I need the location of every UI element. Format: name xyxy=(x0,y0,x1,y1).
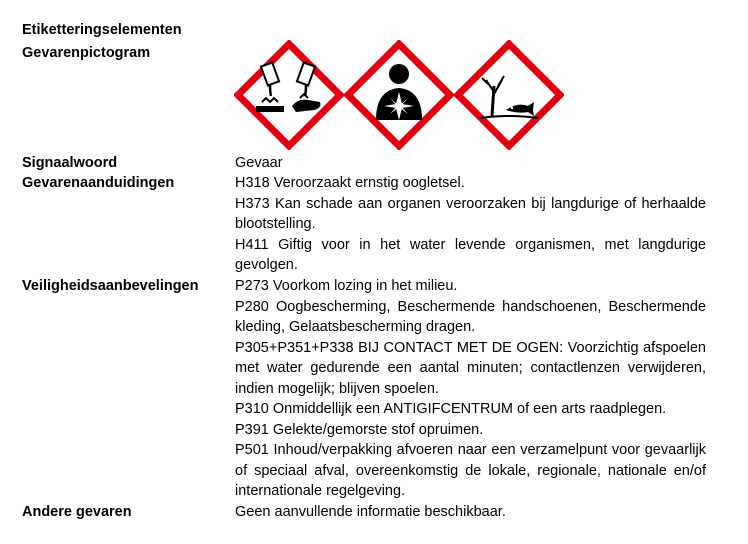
precautionary-statement: P280 Oogbescherming, Beschermende handschoenen, Beschermende kleding, Gelaatsbescherming dragen. xyxy=(235,298,706,335)
hazard-statement: H373 Kan schade aan organen veroorzaken bij langdurige of herhaalde blootstelling. xyxy=(235,195,706,232)
hazard-statement: H318 Veroorzaakt ernstig oogletsel. xyxy=(235,175,465,191)
hazard-statements-list xyxy=(235,173,706,276)
pictogram-heading: Gevarenpictogram xyxy=(22,45,151,61)
precautionary-statement: P391 Gelekte/gemorste stof opruimen. xyxy=(235,421,484,438)
hazard-pictograms xyxy=(234,40,564,150)
health-hazard-icon xyxy=(344,40,454,150)
signal-word-value: Gevaar xyxy=(235,155,283,171)
precautionary-statement: P501 Inhoud/verpakking afvoeren naar een verzamelpunt voor gevaarlijk of speciaal afval, overeenkomstig de lokale, regionale, nationale en/of internationale regelgeving. xyxy=(235,442,706,499)
precautionary-statement: P273 Voorkom lozing in het milieu. xyxy=(235,278,458,294)
section-title: Etiketteringselementen xyxy=(22,22,182,38)
precautionary-statement: P310 Onmiddellijk een ANTIGIFCENTRUM of een arts raadplegen. xyxy=(235,401,667,417)
signal-word-label: Signaalwoord xyxy=(22,155,118,171)
hazard-statement: H411 Giftig voor in het water levende organismen, met langdurige gevolgen. xyxy=(235,236,706,273)
other-hazards-value: Geen aanvullende informatie beschikbaar. xyxy=(235,504,506,520)
hazard-statements-label: Gevarenaanduidingen xyxy=(22,175,175,191)
corrosion-icon xyxy=(234,40,344,150)
other-hazards-label: Andere gevaren xyxy=(22,504,132,520)
precautionary-statements-list xyxy=(235,276,706,502)
precautionary-statement: P305+P351+P338 BIJ CONTACT MET DE OGEN: Voorzichtig afspoelen met water gedurende een aantal minuten; contactlenzen verwijderen, indien mogelijk; blijven spoelen. xyxy=(235,339,706,397)
environment-icon xyxy=(454,40,564,150)
precautionary-statements-label: Veiligheidsaanbevelingen xyxy=(22,278,199,294)
